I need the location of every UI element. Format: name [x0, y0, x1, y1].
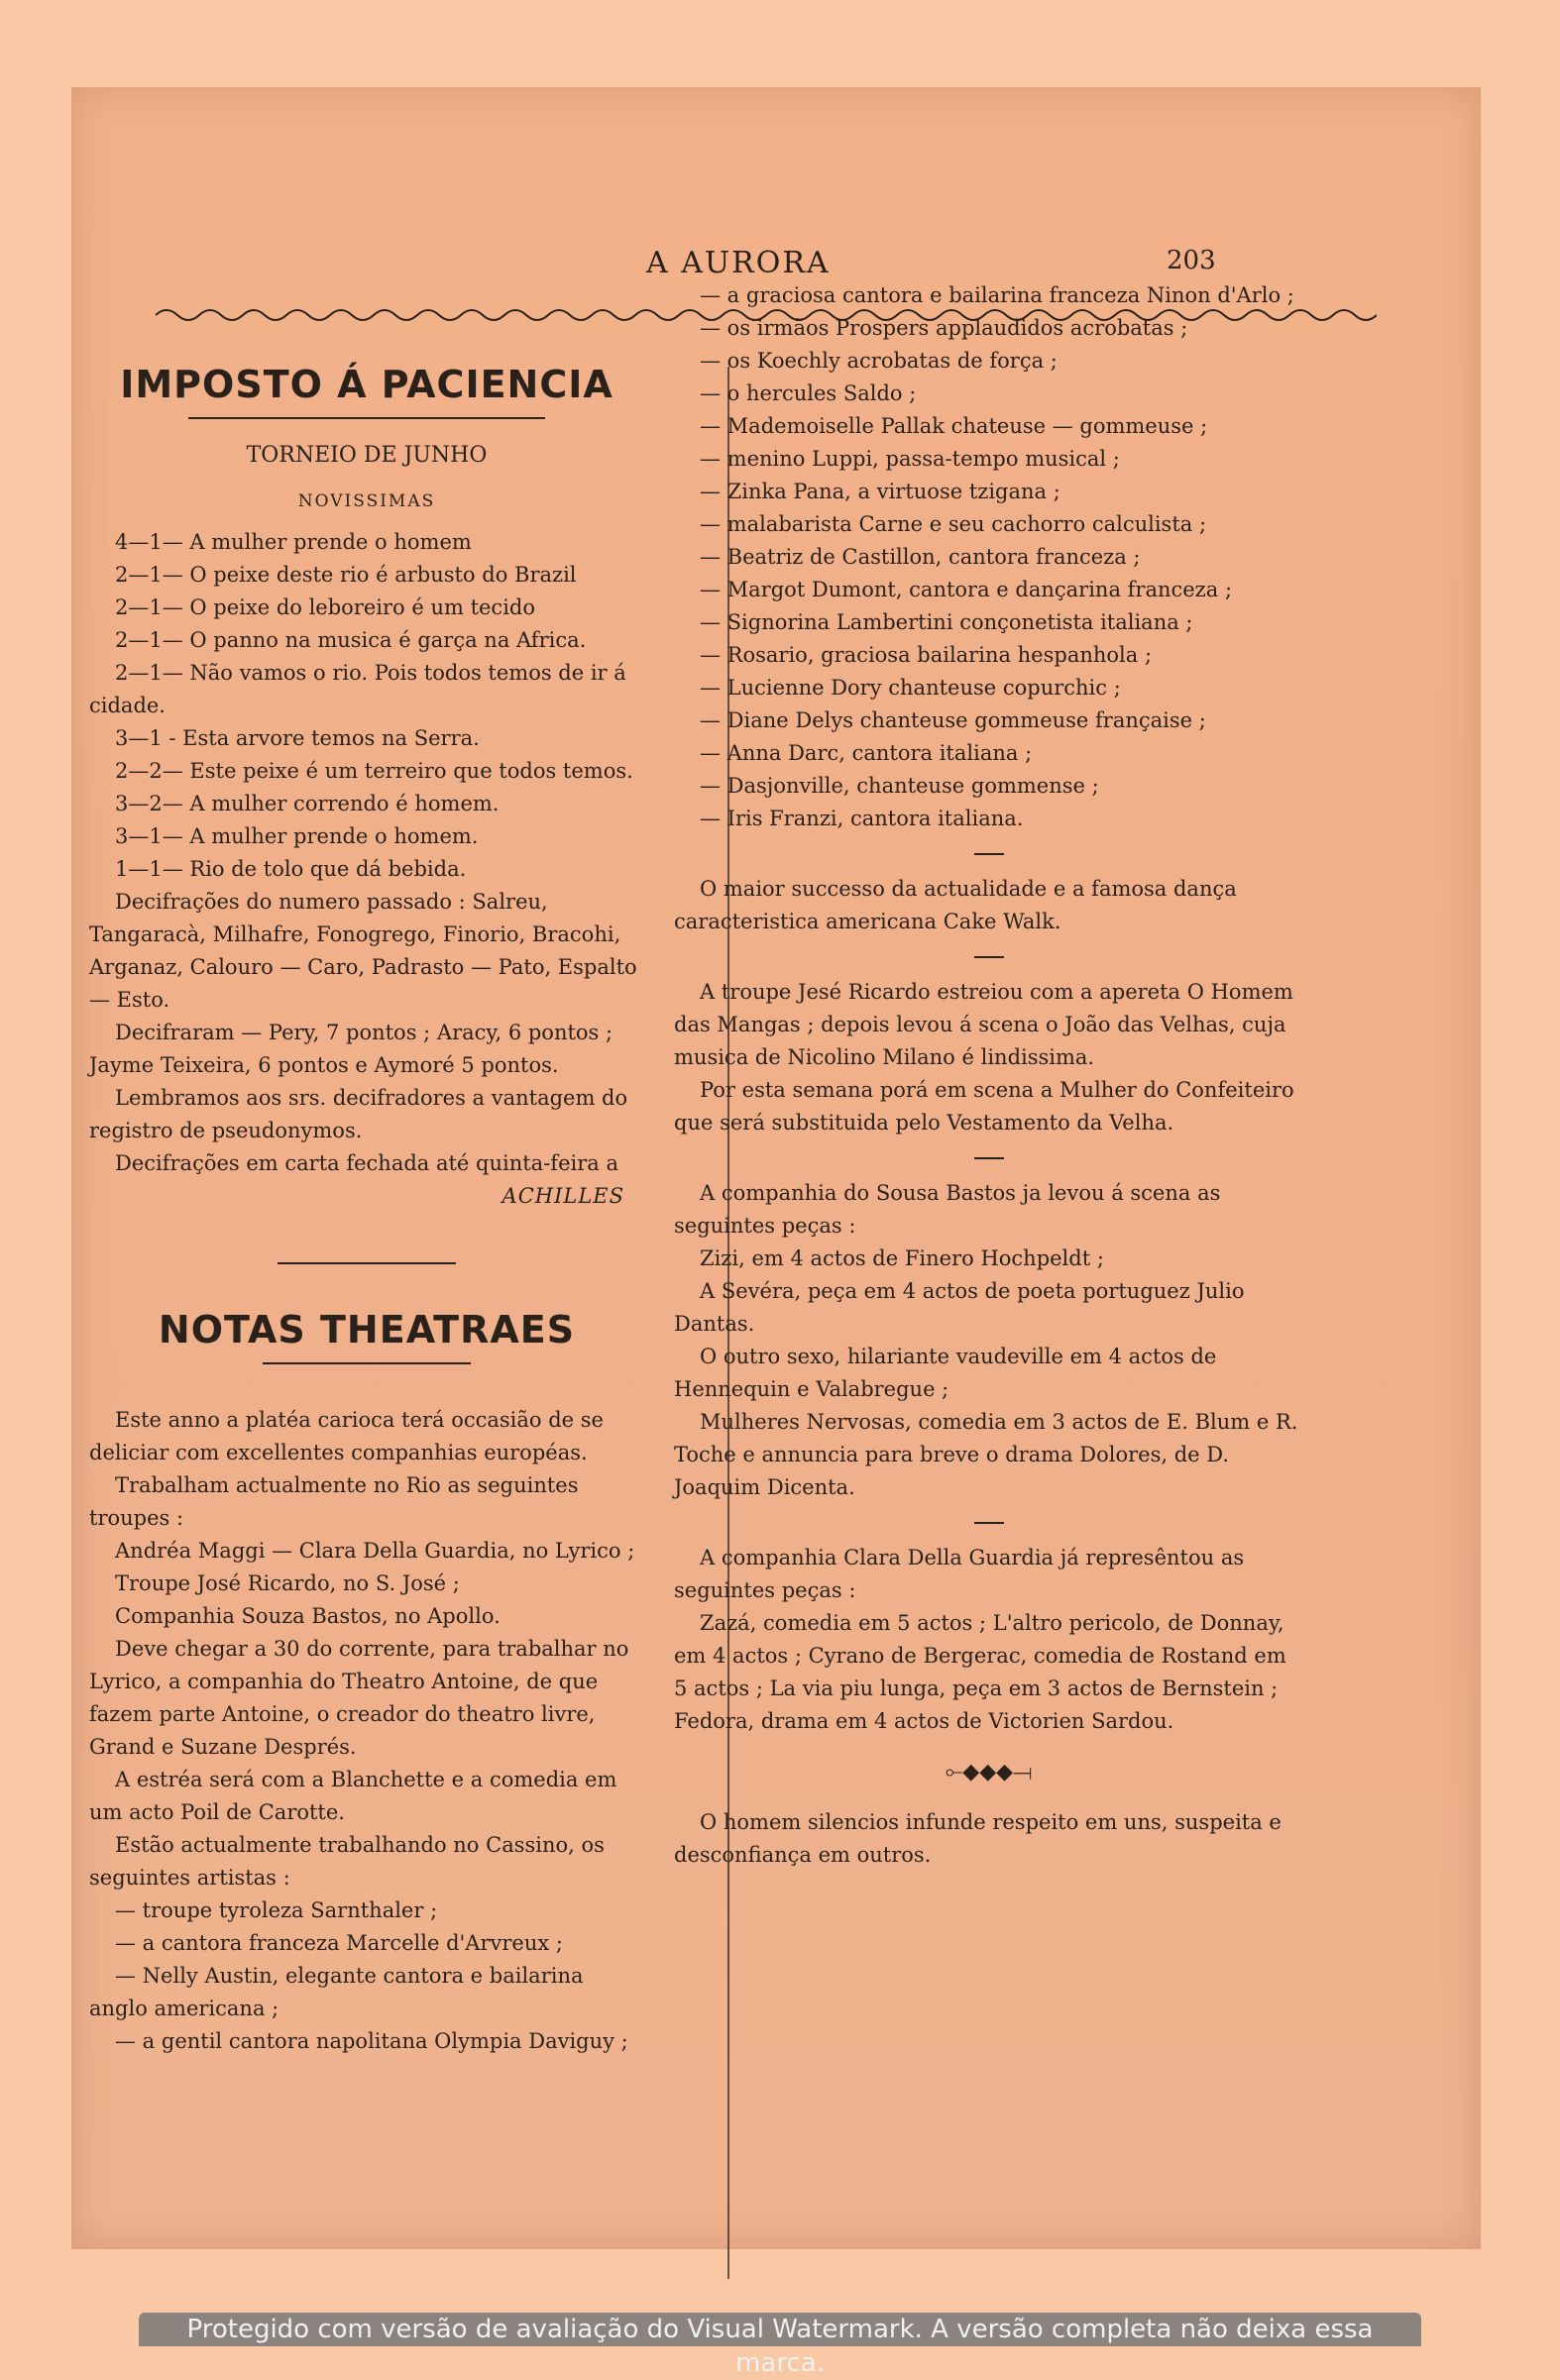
artist-list-item: — menino Luppi, passa-tempo musical ;	[700, 447, 1120, 471]
paragraph: — troupe tyroleza Sarnthaler ;	[115, 1898, 438, 1922]
watermark-banner: Protegido com versão de avaliação do Visual Watermark. A versão completa não deixa essa marca.	[139, 2313, 1421, 2346]
signature: ACHILLES	[501, 1184, 624, 1208]
paragraph: — a gentil cantora napolitana Olympia Daviguy ;	[115, 2029, 628, 2053]
ornament-divider: ⟜◆◆◆⟞	[945, 1760, 1033, 1785]
paragraph: A companhia Clara Della Guardia já represêntou as seguintes peças :	[674, 1546, 1245, 1602]
paragraph: — Nelly Austin, elegante cantora e bailarina anglo americana ;	[89, 1964, 584, 2020]
title-rule	[263, 1362, 471, 1364]
paragraph: — a cantora franceza Marcelle d'Arvreux ;	[115, 1931, 563, 1955]
charade-line: 2—1— O peixe deste rio é arbusto do Brazil	[115, 563, 577, 587]
artist-list-item: — Diane Delys chanteuse gommeuse française ;	[700, 708, 1206, 732]
separator-dash	[974, 853, 1004, 855]
paragraph: A estréa será com a Blanchette e a comedia em um acto Poil de Carotte.	[89, 1768, 617, 1824]
carta-paragraph: Decifrações em carta fechada até quinta-feira a	[115, 1151, 618, 1175]
artist-list-item: — Signorina Lambertini conçonetista italiana ;	[700, 610, 1193, 634]
charade-line: 2—1— O panno na musica é garça na Africa.	[115, 628, 587, 652]
paragraph: Troupe José Ricardo, no S. José ;	[115, 1571, 460, 1595]
journal-title: A AURORA	[646, 246, 831, 280]
paragraph: A troupe Jesé Ricardo estreiou com a apereta O Homem das Mangas ; depois levou á scena o João das Velhas, cuja musica de Nicolino Milano é lindissima.	[674, 980, 1293, 1069]
paragraph: Por esta semana porá em scena a Mulher do Confeiteiro que será substituida pelo Vestamento da Velha.	[674, 1078, 1294, 1135]
artist-list-item: — Zinka Pana, a virtuose tzigana ;	[700, 480, 1060, 503]
paragraph: Estão actualmente trabalhando no Cassino, os seguintes artistas :	[89, 1833, 605, 1890]
artist-list-item: — Rosario, graciosa bailarina hespanhola ;	[700, 643, 1153, 667]
ornament-rule	[278, 1262, 456, 1264]
torneio-subtitle: TORNEIO DE JUNHO	[246, 443, 488, 468]
paragraph: Zizi, em 4 actos de Finero Hochpeldt ;	[700, 1246, 1104, 1270]
charade-line: 3—1 - Esta arvore temos na Serra.	[115, 726, 480, 750]
paragraph: Trabalham actualmente no Rio as seguintes troupes :	[89, 1473, 579, 1530]
lembramos-paragraph: Lembramos aos srs. decifradores a vantagem do registro de pseudonymos.	[89, 1086, 628, 1142]
separator-dash	[974, 1522, 1004, 1524]
artist-list-item: — os irmãos Prospers applaudidos acrobatas ;	[700, 316, 1188, 340]
section-title-notas: NOTAS THEATRAES	[158, 1308, 576, 1352]
paragraph: A companhia do Sousa Bastos ja levou á scena as seguintes peças :	[674, 1181, 1221, 1238]
artist-list-item: — o hercules Saldo ;	[700, 381, 917, 405]
paragraph: Zazá, comedia em 5 actos ; L'altro pericolo, de Donnay, em 4 actos ; Cyrano de Bergerac, comedia de Rostand em 5 actos ; La via piu lunga, peça em 3 actos de Bernstein ; Fedora, drama em 4 actos de Victorien Sardou.	[674, 1611, 1286, 1733]
charade-line: 2—1— O peixe do leboreiro é um tecido	[115, 595, 535, 619]
decifraram-paragraph: Decifraram — Pery, 7 pontos ; Aracy, 6 pontos ; Jayme Teixeira, 6 pontos e Aymoré 5 pontos.	[89, 1021, 613, 1077]
right-column	[674, 279, 1303, 1872]
artist-list-item: — Margot Dumont, cantora e dançarina franceza ;	[700, 578, 1233, 601]
artist-list-item: — Anna Darc, cantora italiana ;	[700, 741, 1033, 765]
charade-line: 2—2— Este peixe é um terreiro que todos temos.	[115, 759, 633, 783]
artist-list-item: — Beatriz de Castillon, cantora franceza ;	[700, 545, 1141, 569]
separator-dash	[974, 956, 1004, 958]
paragraph: O maior successo da actualidade e a famosa dança caracteristica americana Cake Walk.	[674, 877, 1237, 933]
artist-list-item: — Iris Franzi, cantora italiana.	[700, 807, 1024, 830]
charade-line: 1—1— Rio de tolo que dá bebida.	[115, 857, 467, 881]
paragraph: Companhia Souza Bastos, no Apollo.	[115, 1604, 501, 1628]
paragraph: O outro sexo, hilariante vaudeville em 4 actos de Hennequin e Valabregue ;	[674, 1345, 1217, 1401]
artist-list-item: — os Koechly acrobatas de força ;	[700, 349, 1058, 373]
paragraph: Mulheres Nervosas, comedia em 3 actos de E. Blum e R. Toche e annuncia para breve o drama Dolores, de D. Joaquim Dicenta.	[674, 1410, 1298, 1499]
charade-line: 4—1— A mulher prende o homem	[115, 530, 472, 554]
novissimas-label: NOVISSIMAS	[297, 491, 436, 511]
paragraph: Deve chegar a 30 do corrente, para trabalhar no Lyrico, a companhia do Theatro Antoine, de que fazem parte Antoine, o creador do theatro livre, Grand e Suzane Després.	[89, 1637, 629, 1759]
artist-list-item: — Lucienne Dory chanteuse copurchic ;	[700, 676, 1121, 700]
title-rule	[188, 417, 545, 419]
charade-line: 3—1— A mulher prende o homem.	[115, 824, 479, 848]
artist-list-item: — Mademoiselle Pallak chateuse — gommeuse ;	[700, 414, 1208, 438]
paragraph: A Sevéra, peça em 4 actos de poeta portuguez Julio Dantas.	[674, 1279, 1245, 1336]
page-number: 203	[1167, 246, 1216, 275]
decifracoes-paragraph: Decifrações do numero passado : Salreu, Tangaracà, Milhafre, Fonogrego, Finorio, Bracohi, Arganaz, Calouro — Caro, Padrasto — Pato, Espalto — Esto.	[89, 890, 637, 1012]
artist-list-item: — a graciosa cantora e bailarina franceza Ninon d'Arlo ;	[700, 283, 1294, 307]
paragraph: O homem silencios infunde respeito em uns, suspeita e desconfiança em outros.	[674, 1810, 1281, 1867]
paragraph: Andréa Maggi — Clara Della Guardia, no Lyrico ;	[115, 1539, 635, 1563]
charade-line: 3—2— A mulher correndo é homem.	[115, 792, 500, 815]
section-title-imposto: IMPOSTO Á PACIENCIA	[120, 363, 613, 406]
paragraph: Este anno a platéa carioca terá occasião de se deliciar com excellentes companhias européas.	[89, 1408, 604, 1464]
charade-line: 2—1— Não vamos o rio. Pois todos temos de ir á cidade.	[89, 661, 626, 717]
separator-dash	[974, 1157, 1004, 1159]
artist-list-item: — malabarista Carne e seu cachorro calculista ;	[700, 512, 1207, 536]
artist-list-item: — Dasjonville, chanteuse gommense ;	[700, 774, 1099, 798]
left-column	[89, 279, 644, 2058]
